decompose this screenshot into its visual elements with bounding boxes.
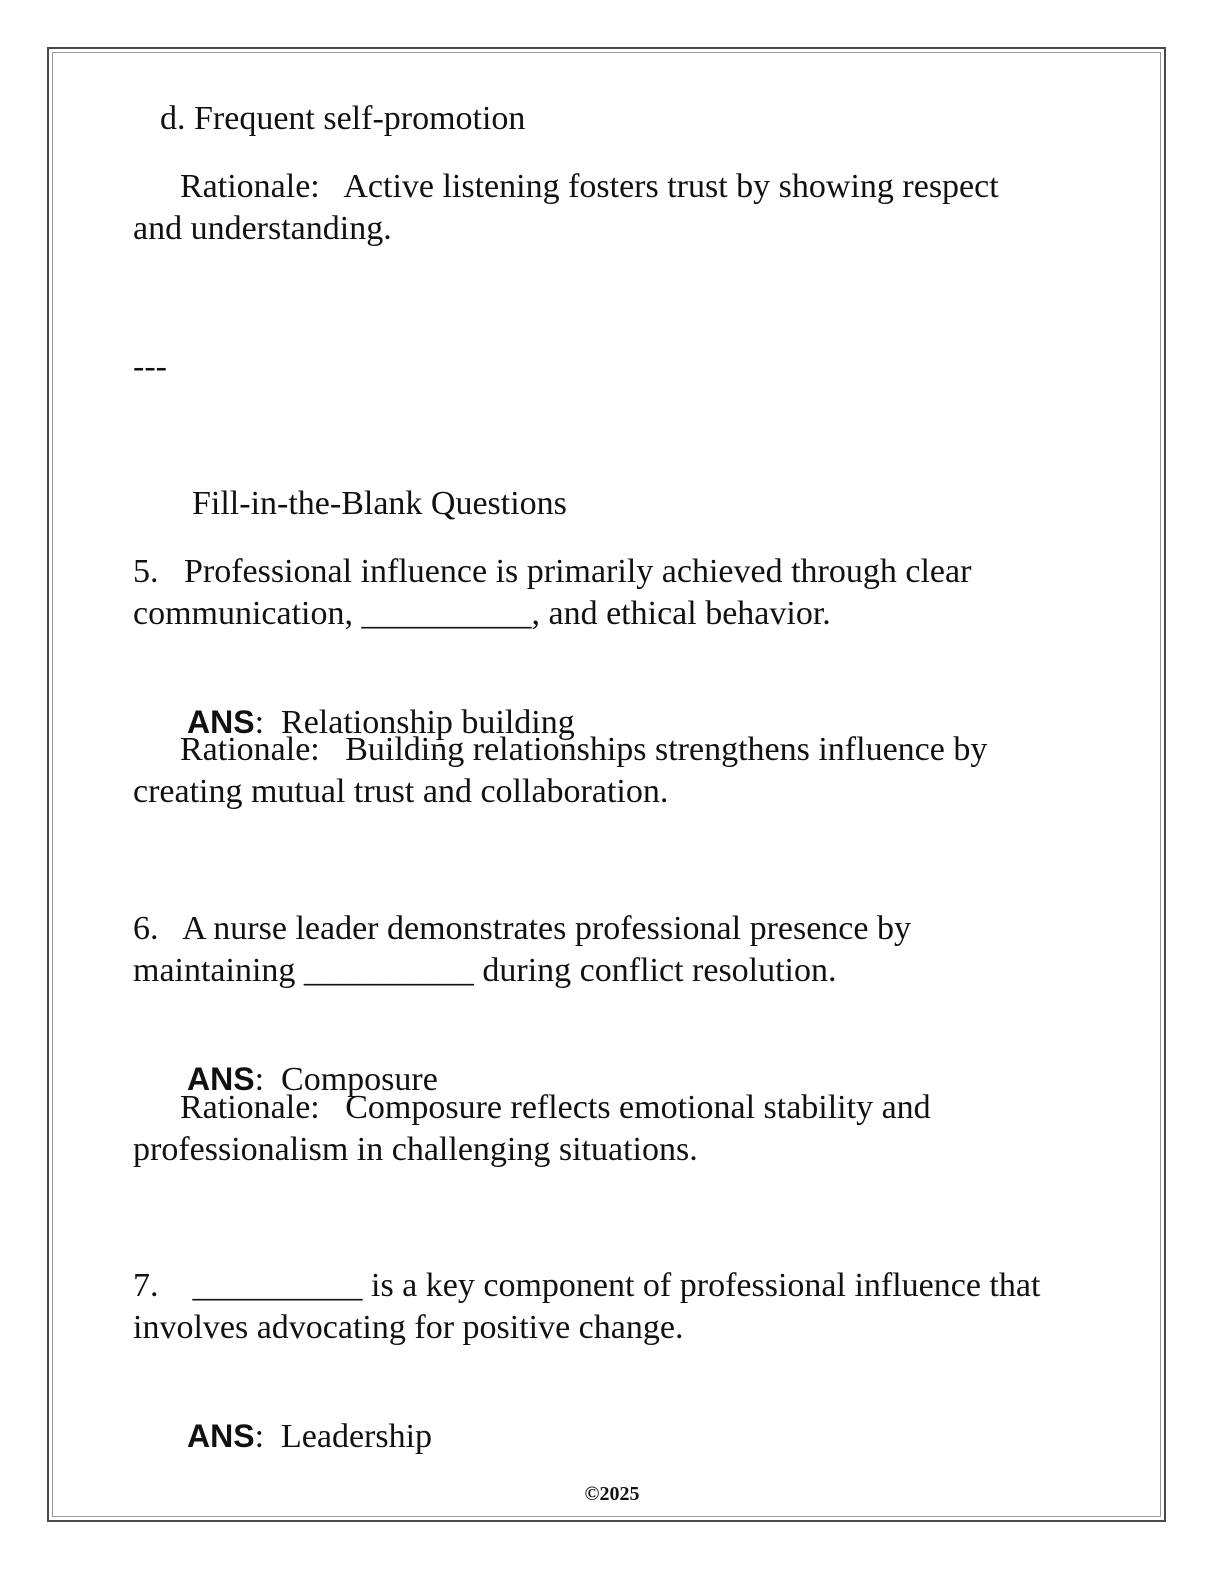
ans-separator: : (254, 1061, 282, 1098)
q5-line2: communication, __________, and ethical behavior. (133, 595, 831, 632)
ans-separator: : (254, 1418, 282, 1455)
ans-separator: : (254, 704, 282, 741)
q7-answer: Leadership (281, 1418, 433, 1455)
q7-line2: involves advocating for positive change. (133, 1309, 684, 1346)
ans-label: ANS (187, 1061, 255, 1097)
q5-line1: 5. Professional influence is primarily achieved through clear (133, 553, 972, 590)
separator: --- (133, 348, 167, 385)
q7-line1: 7. __________ is a key component of professional influence that (133, 1267, 1041, 1304)
copyright-footer: ©2025 (584, 1483, 640, 1505)
q6-rationale-line2: professionalism in challenging situations. (133, 1131, 698, 1168)
section-heading: Fill-in-the-Blank Questions (192, 485, 567, 522)
rationale-1-line2: and understanding. (133, 210, 392, 247)
ans-label: ANS (187, 704, 255, 740)
rationale-1-line1: Rationale: Active listening fosters trust by showing respect (180, 168, 999, 205)
ans-label: ANS (187, 1418, 255, 1454)
q6-line2: maintaining __________ during conflict resolution. (133, 952, 837, 989)
option-d: d. Frequent self-promotion (160, 100, 526, 137)
q5-answer: Relationship building (281, 704, 575, 741)
q6-line1: 6. A nurse leader demonstrates professional presence by (133, 910, 911, 947)
q5-rationale-line1: Rationale: Building relationships strengthens influence by (180, 731, 988, 768)
q6-rationale-line1: Rationale: Composure reflects emotional stability and (180, 1089, 931, 1126)
q5-rationale-line2: creating mutual trust and collaboration. (133, 773, 669, 810)
q6-answer: Composure (281, 1061, 438, 1098)
q7-answer-row (170, 1375, 432, 1457)
